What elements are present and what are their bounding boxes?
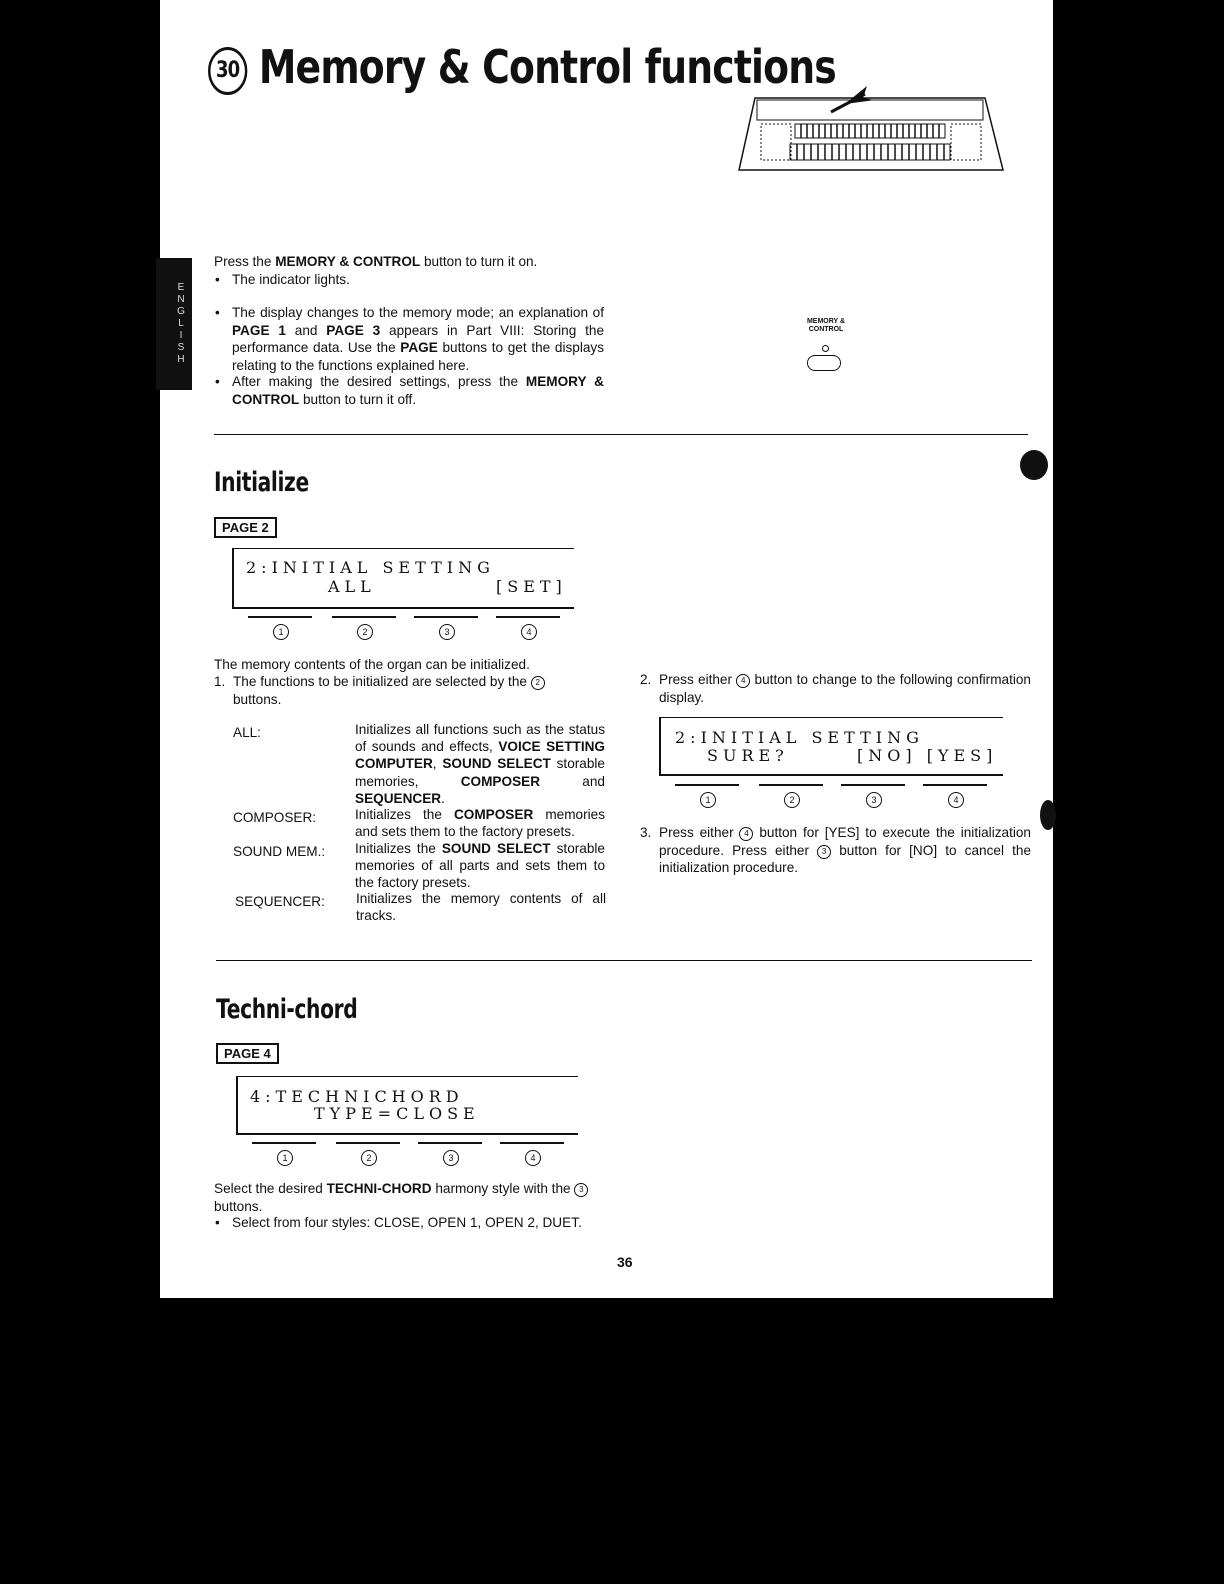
soft-button[interactable]: 1 — [273, 624, 289, 640]
step-number: 2. — [640, 672, 652, 687]
text: button for [NO] to cancel the initialization procedure. — [659, 842, 1031, 875]
text: After making the desired settings, press the — [232, 374, 526, 389]
bold-text: COMPOSER — [460, 773, 541, 789]
step-text — [659, 671, 1031, 706]
text: Initializes the — [355, 841, 442, 856]
definition-term: ALL: — [233, 725, 261, 740]
text: , — [432, 756, 443, 772]
side-tab-letter: N — [177, 294, 185, 305]
initialize-intro: The memory contents of the organ can be initialized. — [214, 657, 530, 672]
text: memories and sets them to the factory presets. — [355, 807, 606, 840]
soft-button[interactable]: 4 — [521, 624, 537, 640]
lcd-line: TYPE=CLOSE — [314, 1104, 480, 1123]
side-tab-letter: I — [179, 330, 183, 341]
lcd-line: [SET] — [496, 577, 567, 596]
lcd-line: ALL — [328, 577, 376, 596]
binding-hole-icon — [1020, 450, 1048, 480]
indicator-led-icon — [822, 345, 829, 352]
text: Initializes the memory contents of all tracks. — [356, 891, 606, 924]
text: Select the desired — [214, 1181, 327, 1196]
soft-button[interactable]: 1 — [700, 792, 716, 808]
page-number: 36 — [617, 1254, 633, 1270]
soft-button-row — [675, 784, 1005, 814]
memory-control-button[interactable] — [807, 355, 841, 371]
definition-desc — [355, 806, 605, 840]
button-number-icon: 3 — [817, 845, 831, 859]
divider — [214, 434, 1028, 435]
definition-term: COMPOSER: — [233, 810, 317, 825]
bold-text: PAGE — [400, 340, 438, 355]
text: buttons to get the displays relating to the functions explained here. — [232, 340, 604, 373]
intro-bullet: • The indicator lights. — [232, 271, 612, 289]
text: harmony style with the — [431, 1181, 575, 1196]
bold-text: SOUND SELECT — [441, 841, 551, 856]
lcd-line: 4:TECHNICHORD — [250, 1087, 464, 1106]
text: buttons. — [214, 1198, 263, 1214]
soft-button[interactable]: 3 — [443, 1150, 459, 1166]
technichord-text — [214, 1180, 614, 1215]
lcd-line: SURE? — [707, 746, 789, 765]
definition-desc — [356, 890, 606, 924]
text: appears in Part VIII: Storing the performance data. Use the — [232, 322, 604, 355]
bold-text: SEQUENCER — [355, 790, 442, 806]
bold-text: COMPOSER — [453, 807, 534, 822]
button-number-icon: 3 — [574, 1183, 588, 1197]
memory-control-label — [796, 318, 856, 334]
soft-button[interactable]: 2 — [357, 624, 373, 640]
lcd-display — [236, 1076, 578, 1135]
lcd-display — [232, 548, 574, 609]
side-tab-letter: S — [177, 342, 185, 353]
intro-bold: MEMORY & CONTROL — [275, 254, 421, 269]
label-line: CONTROL — [808, 326, 844, 333]
label-line: MEMORY & — [806, 318, 846, 325]
bold-text: PAGE 3 — [326, 322, 381, 338]
soft-button[interactable]: 2 — [784, 792, 800, 808]
page-badge: PAGE 4 — [216, 1043, 279, 1064]
side-tab-letter: G — [177, 306, 185, 317]
text: The display changes to the memory mode; an explanation of — [232, 305, 604, 320]
bold-text: MEMORY & CONTROL — [232, 374, 605, 407]
soft-button-row — [252, 1142, 582, 1172]
button-number-icon: 2 — [531, 676, 545, 690]
intro-line — [214, 253, 604, 271]
section-number: 30 — [208, 47, 247, 95]
text: storable memories of all parts and sets them to the factory presets. — [355, 841, 605, 891]
text: Press either — [659, 825, 740, 840]
text: Initializes the — [355, 807, 454, 822]
technichord-heading: Techni-chord — [216, 994, 358, 1025]
soft-button-row — [248, 616, 578, 646]
bold-text: PAGE 1 — [232, 322, 286, 338]
definition-term: SOUND MEM.: — [233, 844, 326, 859]
text: and — [285, 322, 327, 338]
technichord-bullet: • Select from four styles: CLOSE, OPEN 1, OPEN 2, DUET. — [232, 1214, 632, 1232]
intro-text: Press the — [214, 254, 276, 269]
text: Initializes all functions such as the status of sounds and effects, — [355, 722, 605, 755]
side-tab-letter: E — [177, 282, 185, 293]
lcd-line: 2:INITIAL SETTING — [246, 558, 495, 577]
page-badge: PAGE 2 — [214, 517, 277, 538]
lcd-line: [NO] [YES] — [857, 746, 998, 765]
button-number-icon: 4 — [736, 674, 750, 688]
page-content — [160, 0, 1053, 1298]
side-tab-letter: L — [178, 318, 184, 329]
button-number-icon: 4 — [739, 827, 753, 841]
text: . — [441, 790, 445, 806]
step-text — [233, 673, 605, 708]
soft-button[interactable]: 4 — [948, 792, 964, 808]
soft-button[interactable]: 3 — [439, 624, 455, 640]
lcd-display — [659, 717, 1003, 776]
text: and — [540, 773, 605, 789]
soft-button[interactable]: 2 — [361, 1150, 377, 1166]
text: The functions to be initialized are selected by the — [233, 674, 531, 689]
soft-button[interactable]: 4 — [525, 1150, 541, 1166]
text: Press either — [659, 672, 737, 687]
step-text — [659, 824, 1031, 877]
bold-text: VOICE SETTING COMPUTER — [355, 739, 605, 772]
definition-desc — [355, 721, 605, 807]
organ-illustration-icon — [735, 86, 1007, 174]
intro-text: button to turn it on. — [420, 254, 538, 269]
soft-button[interactable]: 3 — [866, 792, 882, 808]
intro-bullet — [232, 373, 604, 408]
text: storable memories, — [355, 756, 605, 789]
soft-button[interactable]: 1 — [277, 1150, 293, 1166]
side-tab-letter: H — [177, 354, 185, 365]
definition-term: SEQUENCER: — [235, 894, 325, 909]
text: button for [YES] to execute the initialization procedure. Press either — [659, 825, 1031, 858]
divider — [216, 960, 1032, 961]
definition-desc — [355, 840, 605, 892]
step-number: 3. — [640, 825, 652, 840]
intro-bullet — [232, 304, 604, 374]
bold-text: TECHNI-CHORD — [326, 1181, 432, 1196]
step-number: 1. — [214, 674, 226, 689]
text: button to change to the following confirmation display. — [659, 672, 1031, 705]
text: button to turn it off. — [299, 391, 417, 407]
bold-text: SOUND SELECT — [442, 756, 551, 772]
text: buttons. — [233, 691, 282, 707]
binding-hole-icon — [1040, 800, 1056, 830]
lcd-line: 2:INITIAL SETTING — [675, 728, 924, 747]
title-text: Memory & Control functions — [258, 40, 836, 94]
initialize-heading: Initialize — [214, 467, 309, 498]
